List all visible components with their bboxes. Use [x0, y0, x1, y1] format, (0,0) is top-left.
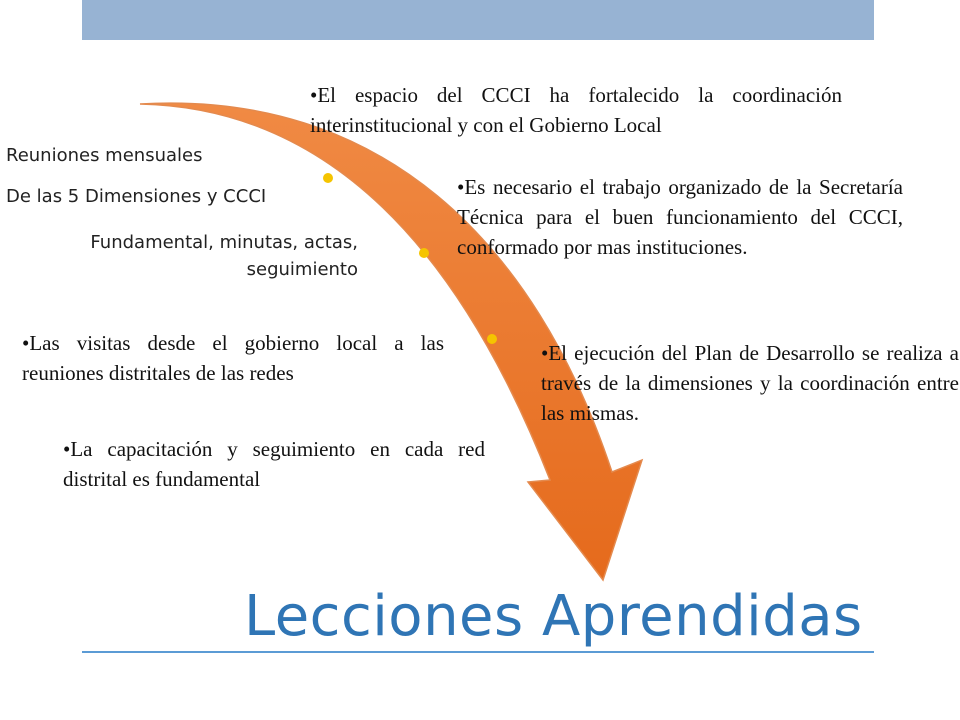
bullet-visitas-gobierno	[22, 328, 444, 388]
arrow-dot-3	[487, 334, 497, 344]
bullet-plan-desarrollo-text: El ejecución del Plan de Desarrollo se realiza a través de la dimensiones y la coordinación entre las mismas.	[541, 341, 959, 425]
label-fundamental	[30, 229, 358, 283]
bullet-plan-desarrollo	[541, 338, 959, 428]
label-dimensiones-ccci: De las 5 Dimensiones y CCCI	[6, 186, 267, 207]
bullet-espacio-ccci	[310, 80, 842, 140]
bullet-espacio-ccci-text: El espacio del CCCI ha fortalecido la coordinación interinstitucional y con el Gobierno Local	[310, 83, 842, 137]
label-fundamental-line-1: Fundamental, minutas, actas,	[90, 232, 358, 253]
bullet-secretaria-tecnica	[457, 172, 903, 262]
slide-title: Lecciones Aprendidas	[244, 584, 863, 649]
label-fundamental-line-2: seguimiento	[246, 259, 358, 280]
label-reuniones-mensuales: Reuniones mensuales	[6, 145, 203, 166]
bullet-capacitacion	[63, 434, 485, 494]
bullet-visitas-gobierno-text: Las visitas desde el gobierno local a las reuniones distritales de las redes	[22, 331, 444, 385]
bullet-secretaria-tecnica-text: Es necesario el trabajo organizado de la Secretaría Técnica para el buen funcionamiento del CCCI, conformado por mas instituciones.	[457, 175, 903, 259]
arrow-dot-2	[419, 248, 429, 258]
bullet-capacitacion-text: La capacitación y seguimiento en cada red distrital es fundamental	[63, 437, 485, 491]
title-underline	[82, 651, 874, 653]
arrow-dot-1	[323, 173, 333, 183]
